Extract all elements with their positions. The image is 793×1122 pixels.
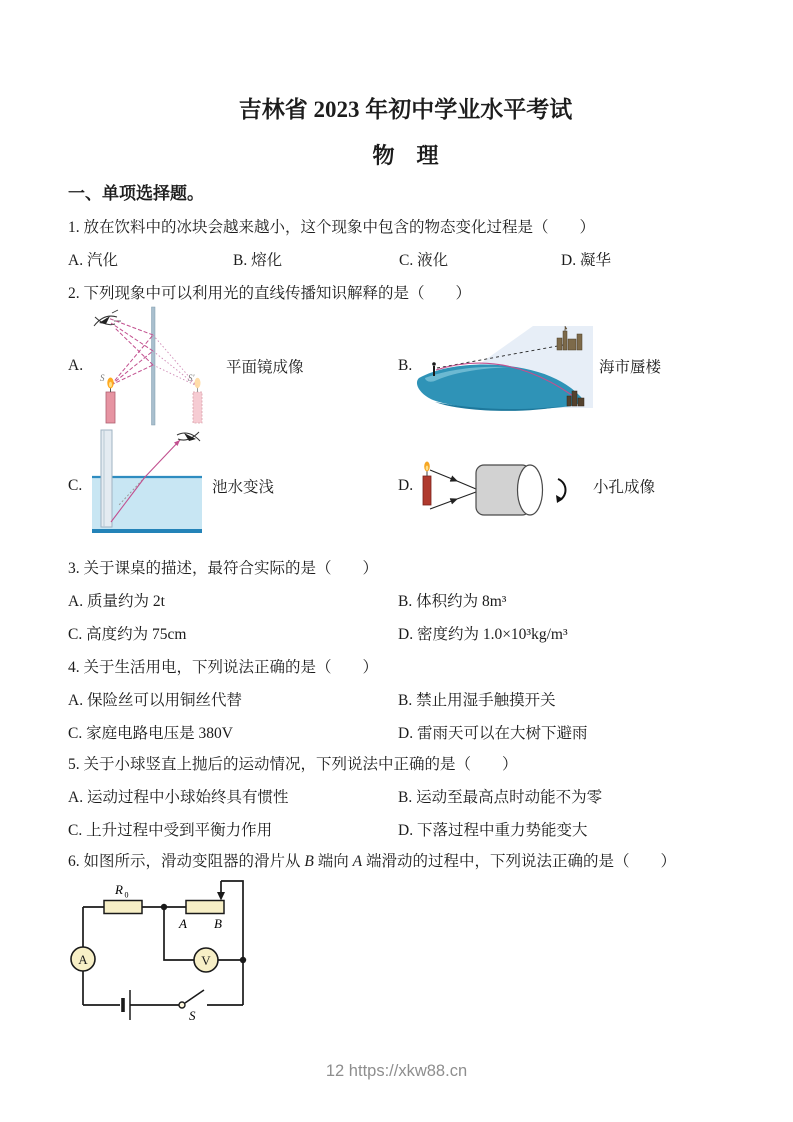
ray-top xyxy=(430,470,457,481)
question-2-text: 2. 下列现象中可以利用光的直线传播知识解释的是（ ） xyxy=(68,285,472,302)
eye-icon xyxy=(177,432,200,441)
resistor-r0-subscript: 0 xyxy=(124,890,129,900)
ammeter-icon xyxy=(71,947,95,971)
question-3-options-row-1 xyxy=(68,590,743,613)
wires xyxy=(83,881,243,1005)
option-5a: A. 运动过程中小球始终具有惯性 xyxy=(68,789,289,806)
option-5c: C. 上升过程中受到平衡力作用 xyxy=(68,822,273,839)
figure-letter-c: C. xyxy=(68,477,83,494)
junction-dot xyxy=(240,957,246,963)
candle-icon xyxy=(106,378,115,424)
section-heading: 一、单项选择题。 xyxy=(68,184,204,203)
question-1-text: 1. 放在饮料中的冰块会越来越小，这个现象中包含的物态变化过程是（ ） xyxy=(68,219,596,236)
voltmeter-label: V xyxy=(201,953,211,968)
page-title: 吉林省 2023 年初中学业水平考试 xyxy=(238,97,573,122)
voltmeter-icon xyxy=(194,948,218,972)
resistor-r0-label: R xyxy=(115,882,123,897)
figure-caption-c: 池水变浅 xyxy=(212,479,275,496)
question-6-text-part: 端滑动的过程中，下列说法正确的是（ ） xyxy=(362,853,676,870)
figure-letter-d: D. xyxy=(398,477,414,494)
option-5d: D. 下落过程中重力势能变大 xyxy=(398,822,588,839)
junction-dot xyxy=(161,904,167,910)
figure-cell-c xyxy=(68,427,398,545)
option-4d: D. 雷雨天可以在大树下避雨 xyxy=(398,725,588,742)
resistor-r0 xyxy=(104,901,142,914)
question-5-options-row-2 xyxy=(68,819,743,842)
question-2-figure-row-2 xyxy=(68,427,743,545)
question-3-options-row-2 xyxy=(68,623,743,646)
question-1-options xyxy=(68,249,743,272)
option-1a: A. 汽化 xyxy=(68,252,118,269)
label-s-prime: S′ xyxy=(188,373,195,383)
option-4a: A. 保险丝可以用铜丝代替 xyxy=(68,692,242,709)
option-1d: D. 凝华 xyxy=(561,252,611,269)
figure-pool-refraction xyxy=(88,427,206,545)
figure-cell-d xyxy=(398,449,743,524)
option-4b: B. 禁止用湿手触摸开关 xyxy=(398,692,556,709)
reflected-rays xyxy=(108,318,153,365)
question-4-options-row-1 xyxy=(68,689,743,712)
slider-arrow xyxy=(217,892,225,901)
figure-letter-b: B. xyxy=(398,357,413,374)
question-4-text: 4. 关于生活用电，下列说法正确的是（ ） xyxy=(68,659,379,676)
ray-bottom xyxy=(430,499,457,509)
figure-cell-b xyxy=(398,320,743,412)
figure-letter-a: A. xyxy=(68,357,84,374)
option-1b: B. 熔化 xyxy=(233,252,283,269)
incident-rays xyxy=(111,335,153,385)
rheostat-terminal-b: B xyxy=(214,916,222,931)
circuit-diagram xyxy=(66,879,261,1024)
figure-caption-a: 平面镜成像 xyxy=(226,359,304,376)
figure-caption-b: 海市蜃楼 xyxy=(599,359,662,376)
question-6-text-part: 6. 如图所示，滑动变阻器的滑片从 xyxy=(68,853,305,870)
option-3a: A. 质量约为 2t xyxy=(68,593,165,610)
rheostat xyxy=(186,901,224,914)
pole-icon xyxy=(101,430,112,527)
question-3-text: 3. 关于课桌的描述，最符合实际的是（ ） xyxy=(68,560,379,577)
option-5b: B. 运动至最高点时动能不为零 xyxy=(398,789,603,806)
question-6-text xyxy=(68,850,743,873)
question-5-options-row-1 xyxy=(68,786,743,809)
switch-icon xyxy=(179,990,204,1008)
ray-bottom-2 xyxy=(457,492,476,499)
eye-icon xyxy=(556,479,566,503)
question-6-text-part: 端向 xyxy=(313,853,353,870)
figure-mirage xyxy=(415,320,593,412)
figure-pinhole-imaging xyxy=(415,449,587,524)
question-2-figure-row-1 xyxy=(68,305,743,427)
figure-cell-a xyxy=(68,305,398,427)
ray-top-2 xyxy=(457,481,476,489)
cylinder-icon xyxy=(476,465,543,515)
option-4c: C. 家庭电路电压是 380V xyxy=(68,725,233,742)
question-6-terminal-a: A xyxy=(352,853,363,870)
option-3c: C. 高度约为 75cm xyxy=(68,626,187,643)
option-3b: B. 体积约为 8m³ xyxy=(398,593,507,610)
candle-icon xyxy=(423,461,431,505)
label-s: S xyxy=(100,373,105,383)
eye-icon xyxy=(94,310,121,326)
figure-plane-mirror xyxy=(90,305,220,427)
ammeter-label: A xyxy=(78,952,88,967)
option-1c: C. 液化 xyxy=(399,252,449,269)
option-3d: D. 密度约为 1.0×10³kg/m³ xyxy=(398,626,568,643)
rheostat-terminal-a: A xyxy=(179,916,187,931)
switch-label: S xyxy=(189,1008,196,1023)
question-5-text: 5. 关于小球竖直上抛后的运动情况，下列说法中正确的是（ ） xyxy=(68,756,518,773)
figure-caption-d: 小孔成像 xyxy=(593,479,656,496)
question-4-options-row-2 xyxy=(68,722,743,745)
question-6-terminal-b: B xyxy=(304,853,314,870)
page-footer: 12 https://xkw88.cn xyxy=(325,1062,468,1080)
subject-title: 物 理 xyxy=(372,143,439,168)
battery-icon xyxy=(123,990,130,1020)
air-ray xyxy=(145,440,180,477)
